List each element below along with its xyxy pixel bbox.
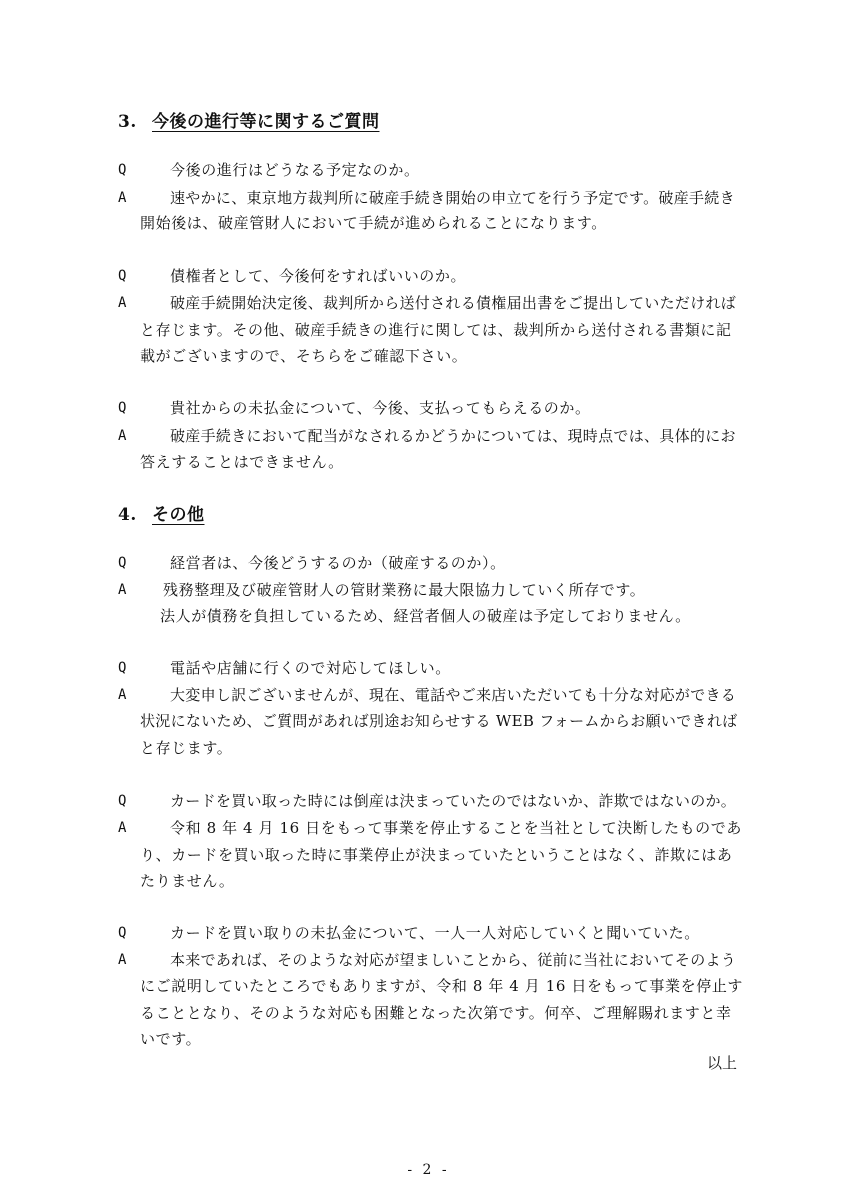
answer-marker: A bbox=[118, 952, 127, 968]
question-marker: Q bbox=[118, 660, 127, 676]
answer-line: 開始後は、破産管財人において手続が進められることになります。 bbox=[140, 214, 607, 232]
section-title: 今後の進行等に関するご質問 bbox=[152, 112, 380, 132]
answer-line: ることとなり、そのような対応も困難となった次第です。何卒、ご理解賜れますと幸 bbox=[140, 1004, 732, 1022]
question-text: 債権者として、今後何をすればいいのか。 bbox=[170, 267, 467, 285]
answer-marker: A bbox=[118, 428, 127, 444]
question-text: カードを買い取った時には倒産は決まっていたのではないか、詐欺ではないのか。 bbox=[170, 792, 737, 810]
answer-line: たりません。 bbox=[140, 872, 235, 890]
question-marker: Q bbox=[118, 793, 127, 809]
answer-marker: A bbox=[118, 295, 127, 311]
question-text: カードを買い取りの未払金について、一人一人対応していくと聞いていた。 bbox=[170, 924, 700, 942]
answer-line: 令和 8 年 4 月 16 日をもって事業を停止することを当社として決断したものであ bbox=[170, 819, 742, 837]
answer-marker: A bbox=[118, 190, 127, 206]
answer-marker: A bbox=[118, 820, 127, 836]
question-marker: Q bbox=[118, 555, 127, 571]
question-text: 今後の進行はどうなる予定なのか。 bbox=[170, 161, 420, 179]
section-heading bbox=[118, 500, 205, 525]
section-title: その他 bbox=[152, 505, 205, 525]
answer-line: いです。 bbox=[140, 1030, 202, 1048]
question-text: 貴社からの未払金について、今後、支払ってもらえるのか。 bbox=[170, 399, 591, 417]
question-marker: Q bbox=[118, 162, 127, 178]
answer-line: と存じます。 bbox=[140, 739, 233, 757]
page-number: - 2 - bbox=[407, 1162, 450, 1178]
answer-line: 破産手続きにおいて配当がなされるかどうかについては、現時点では、具体的にお bbox=[170, 427, 736, 445]
question-text: 電話や店舗に行くので対応してほしい。 bbox=[170, 659, 451, 677]
question-marker: Q bbox=[118, 400, 127, 416]
answer-line: 速やかに、東京地方裁判所に破産手続き開始の申立てを行う予定です。破産手続き bbox=[170, 189, 735, 207]
answer-line: 本来であれば、そのような対応が望ましいことから、従前に当社においてそのよう bbox=[170, 951, 737, 969]
answer-line: 大変申し訳ございませんが、現在、電話やご来店いただいても十分な対応ができる bbox=[170, 686, 737, 704]
answer-line: 法人が債務を負担しているため、経営者個人の破産は予定しておりません。 bbox=[160, 607, 691, 625]
section-number: 4. bbox=[118, 505, 137, 525]
answer-marker: A bbox=[118, 687, 127, 703]
closing-text: 以上 bbox=[706, 1054, 737, 1072]
answer-line: 載がございますので、そちらをご確認下さい。 bbox=[140, 347, 468, 365]
answer-line: り、カードを買い取った時に事業停止が決まっていたということはなく、詐欺にはあ bbox=[140, 846, 733, 864]
answer-line: 答えすることはできません。 bbox=[140, 453, 344, 471]
answer-marker: A bbox=[118, 582, 127, 598]
question-marker: Q bbox=[118, 268, 127, 284]
section-number: 3. bbox=[118, 112, 137, 132]
answer-line: 状況にないため、ご質問があれば別途お知らせする WEB フォームからお願いできれば bbox=[140, 712, 738, 730]
answer-line: 残務整理及び破産管財人の管財業務に最大限協力していく所存です。 bbox=[163, 581, 646, 599]
question-text: 経営者は、今後どうするのか（破産するのか）。 bbox=[170, 554, 506, 572]
section-heading bbox=[118, 107, 380, 132]
answer-line: と存じます。その他、破産手続きの進行に関しては、裁判所から送付される書類に記 bbox=[140, 321, 732, 339]
question-marker: Q bbox=[118, 925, 127, 941]
answer-line: にご説明していたところでもありますが、令和 8 年 4 月 16 日をもって事業を停止す bbox=[140, 977, 744, 995]
answer-line: 破産手続開始決定後、裁判所から送付される債権届出書をご提出していただければ bbox=[170, 294, 737, 312]
